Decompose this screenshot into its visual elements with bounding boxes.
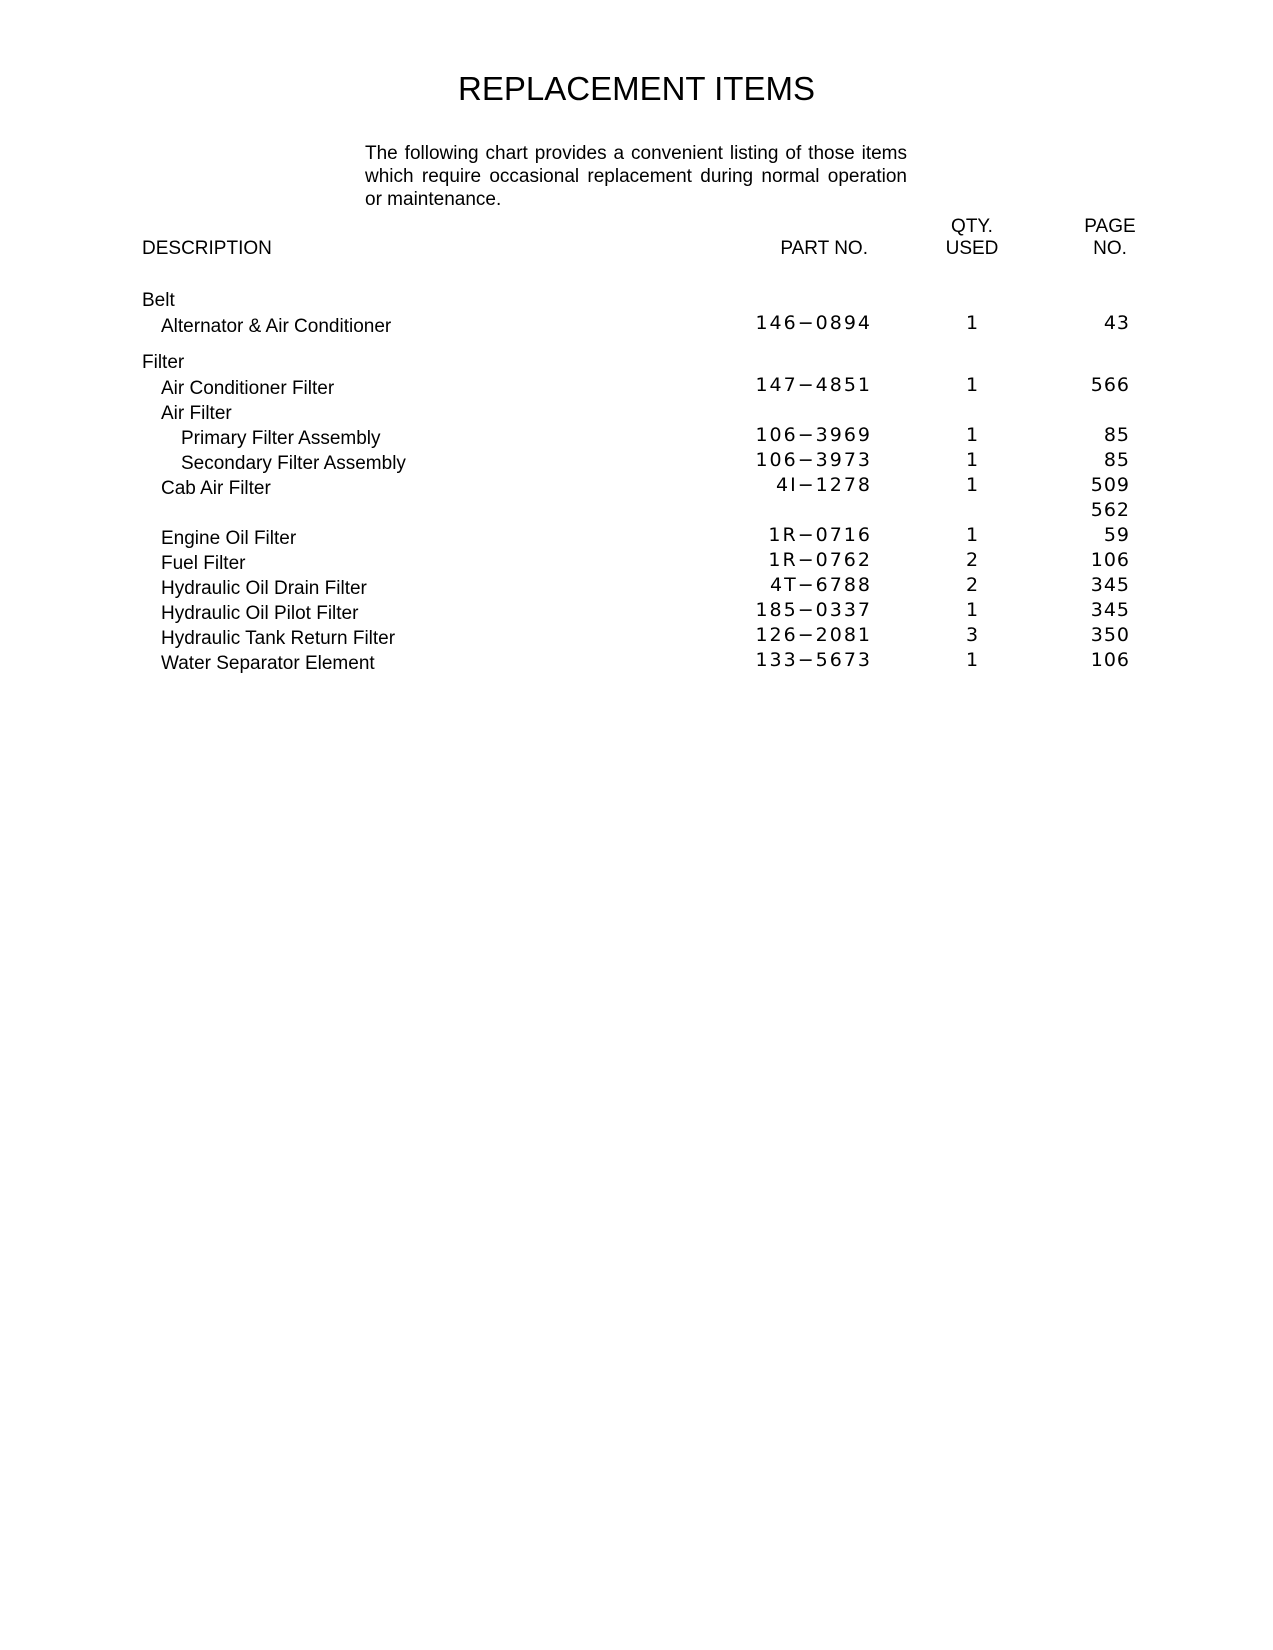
row-part-no: 1R−0716 <box>768 524 872 546</box>
row-qty: 1 <box>965 424 979 446</box>
row-page: 85 <box>1103 424 1130 446</box>
row-part-no: 4T−6788 <box>770 574 872 596</box>
table-row <box>0 288 1273 313</box>
row-description: Secondary Filter Assembly <box>181 453 406 474</box>
header-qty-line1: QTY. <box>951 216 993 237</box>
row-page: 106 <box>1090 649 1130 671</box>
header-page-line2: NO. <box>1093 238 1127 259</box>
row-description: Hydraulic Oil Pilot Filter <box>161 603 359 624</box>
row-page: 345 <box>1090 599 1130 621</box>
row-qty: 1 <box>965 374 979 396</box>
row-part-no: 126−2081 <box>755 624 872 646</box>
row-page: 566 <box>1090 374 1130 396</box>
row-qty: 1 <box>965 474 979 496</box>
row-qty: 1 <box>965 599 979 621</box>
row-page: 509 <box>1090 474 1130 496</box>
row-qty: 1 <box>965 649 979 671</box>
header-part-no: PART NO. <box>780 238 868 259</box>
table-row <box>0 376 1273 401</box>
row-page: 106 <box>1090 549 1130 571</box>
row-part-no: 133−5673 <box>755 649 872 671</box>
row-description: Belt <box>142 290 175 311</box>
row-description: Alternator & Air Conditioner <box>161 316 392 337</box>
row-description: Fuel Filter <box>161 553 246 574</box>
row-page: 345 <box>1090 574 1130 596</box>
table-row <box>0 350 1273 375</box>
header-qty-line2: USED <box>945 238 999 259</box>
row-qty: 2 <box>965 574 979 596</box>
row-description: Cab Air Filter <box>161 478 271 499</box>
row-description: Air Filter <box>161 403 232 424</box>
header-qty-used <box>912 216 1032 260</box>
row-qty: 3 <box>965 624 979 646</box>
page-title: REPLACEMENT ITEMS <box>458 70 815 107</box>
row-description: Filter <box>142 352 185 373</box>
row-page: 43 <box>1103 312 1130 334</box>
row-part-no: 147−4851 <box>755 374 872 396</box>
row-part-no: 4I−1278 <box>776 474 872 496</box>
row-part-no: 106−3969 <box>755 424 872 446</box>
header-page-line1: PAGE <box>1084 216 1136 237</box>
row-description: Hydraulic Oil Drain Filter <box>161 578 367 599</box>
row-page: 350 <box>1090 624 1130 646</box>
row-page: 85 <box>1103 449 1130 471</box>
header-description: DESCRIPTION <box>142 238 272 259</box>
row-qty: 2 <box>965 549 979 571</box>
intro-paragraph: The following chart provides a convenient listing of those items which require occasional replacement during normal operation or maintenance. <box>365 143 907 210</box>
row-part-no: 146−0894 <box>755 312 872 334</box>
row-description: Primary Filter Assembly <box>181 428 381 449</box>
row-description: Air Conditioner Filter <box>161 378 335 399</box>
row-part-no: 185−0337 <box>755 599 872 621</box>
row-qty: 1 <box>965 449 979 471</box>
table-row <box>0 651 1273 676</box>
row-part-no: 106−3973 <box>755 449 872 471</box>
row-page: 59 <box>1103 524 1130 546</box>
row-description: Water Separator Element <box>161 653 375 674</box>
row-part-no: 1R−0762 <box>768 549 872 571</box>
table-row <box>0 314 1273 339</box>
row-qty: 1 <box>965 312 979 334</box>
header-page-no <box>1050 216 1170 260</box>
row-page: 562 <box>1090 499 1130 521</box>
row-description: Engine Oil Filter <box>161 528 297 549</box>
row-qty: 1 <box>965 524 979 546</box>
row-description: Hydraulic Tank Return Filter <box>161 628 396 649</box>
